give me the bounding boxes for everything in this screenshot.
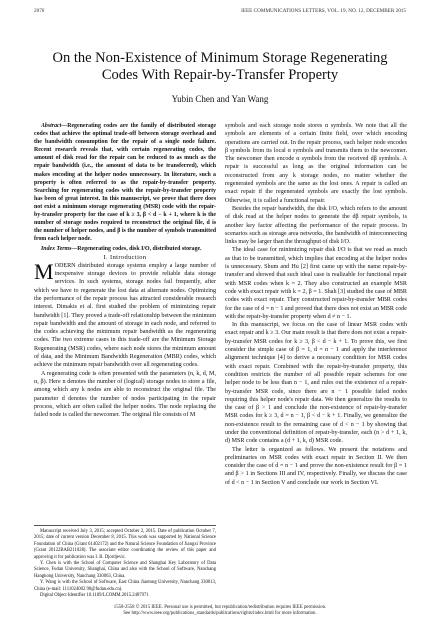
journal-info: IEEE COMMUNICATIONS LETTERS, VOL. 19, NO. 12, DECEMBER 2015 bbox=[241, 8, 406, 14]
running-header bbox=[34, 8, 406, 14]
right-column bbox=[225, 122, 407, 487]
abstract bbox=[34, 122, 216, 243]
footnote-author-1: Y. Chen is with the School of Computer Science and Shanghai Key Laboratory of Data Science, Fudan University, Shanghai, China and also with the School of Software, Nanchang Hangkong University, Nanchang 330063, China. bbox=[34, 561, 216, 579]
copyright-line-2: See http://www.ieee.org/publications_standards/publications/rights/index.html for more information. bbox=[123, 611, 317, 616]
right-paragraph-3: The ideal case for minimizing repair disk I/O is that we read as much as that to be transmitted, which implies that encoding at the helper nodes is unnecessary. Shum and Hu [2] first came up with the name repair-by-transfer and showed that such ideal case is realizable for functional repair with MSR codes when k = 2. They also constructed an example MSR code with exact repair with k = 2, β = 1. Shah [3] studied the case of MBR codes with exact repair. They constructed repair-by-transfer MBR codes for the case of d = n − 1 and proved that there does not exist an MBR code with the repair-by-transfer property when d ≠ n − 1. bbox=[225, 247, 407, 320]
footnotes bbox=[34, 525, 216, 599]
index-terms-text: —Regenerating codes, disk I/O, distributed storage. bbox=[71, 246, 202, 253]
section-heading: I. Introduction bbox=[103, 253, 147, 261]
footnote-author-2: Y. Wang is with the School of Software, East China Jiaotong University, Nanchang 330013, China (e-mail: 1111024002 90@fudan.edu.cn). bbox=[34, 580, 216, 592]
copyright-notice bbox=[34, 605, 406, 617]
intro-paragraph-1-text: ODERN distributed storage systems employ a large number of inexpensive storage devices to provide reliable data storage services. In such systems, storage nodes fail frequently, after which we have to regenerate the lost data at alternate nodes. Optimizing the performance of the repair process has attracted considerable research interest. Dimakis et al. first studied the problem of minimizing repair bandwidth [1]. They proved a trade-off relationship between the minimum repair bandwidth and the amount of storage in each node, and referred to the codes achieving the minimum repair bandwidth as the regenerating codes. The two extreme cases in this trade-off are the Minimum Storage Regenerating (MSR) codes, where each node stores the minimum amount of data, and the Minimum Bandwidth Regeneration (MBR) codes, which achieve the minimum repair bandwidth over all regenerating codes. bbox=[34, 262, 216, 369]
intro-paragraph-1 bbox=[34, 258, 216, 370]
intro-paragraph-2: A regenerating code is often presented with the parameters (n, k, d, M, α, β). Here n denotes the number of (logical) storage nodes to store a file, among which any k nodes are able to reconstruct the original file. The parameter d denotes the number of nodes participating in the repair process, which are often called the helper nodes. The node replacing the failed node is called the newcomer. The original file consists of M bbox=[34, 370, 216, 419]
index-terms-lead: Index Terms bbox=[41, 246, 72, 253]
left-column bbox=[34, 122, 216, 419]
copyright-line-1: 1558-2558 © 2015 IEEE. Personal use is permitted, but republication/redistribution requires IEEE permission. bbox=[113, 605, 327, 610]
right-paragraph-5: The letter is organized as follows. We present the notations and preliminaries on MSR codes with exact repair in Section II. We then consider the case of d = n − 1 and prove the non-existence result for β = 1 and β > 1 in Sections III and IV, respectively. Finally, we discuss the case of d < n − 1 in Section V and conclude our work in Section VI. bbox=[225, 446, 407, 486]
abstract-lead: Abstract bbox=[41, 123, 62, 129]
drop-cap: M bbox=[34, 258, 54, 284]
abstract-text: —Regenerating codes are the family of distributed storage codes that achieve the optimal trade-off between storage overhead and the bandwidth consumption for the repair of a single node failure. Recent research reveals that, with certain regenerating codes, the amount of disk read for the repair can be reduced to as much as the repair bandwidth (i.e., the amount of data to be transferred), which makes encoding at the helper nodes unnecessary. In literature, such a property is often referred to as the repair-by-transfer property. Searching for regenerating codes with the repair-by-transfer property has been of great interest. In this manuscript, we prove that there does not exist a minimum storage regenerating (MSR) code with the repair-by-transfer property for the case of k ≥ 3, β < d − k + 1, where k is the number of storage nodes required to reconstruct the original file, d is the number of helper nodes, and β is the number of symbols transmitted from each helper node. bbox=[34, 123, 216, 243]
index-terms bbox=[34, 245, 216, 253]
page-number: 2070 bbox=[34, 8, 45, 14]
right-paragraph-4: In this manuscript, we focus on the case of linear MSR codes with exact repair and k ≥ 3. Our main result is that there does not exist a repair-by-transfer MSR codes for k ≥ 3, β < d − k + 1. To prove this, we first consider the simple case of β = 1, d = n − 1 and apply the interference alignment technique [4] to derive a necessary condition for MSR codes with exact repair. Combined with the repair-by-transfer property, this condition restricts the number of all possible repair schemes for one helper node to be less than n − 1, and rules out the existence of a repair-by-transfer MSR code, since there are n − 1 possible failed nodes requiring this helper node's repair data. We then generalize the results to the case of β > 1 and conclude the non-existence of repair-by-transfer MSR codes for k ≥ 3, d = n − 1, β < d − k + 1. Finally, we generalize the non-existence result to the remaining case of d < n − 1 by showing that under the conventional definition of repair-by-transfer, each (n > d + 1, k, d) MSR code contains a (d + 1, k, d) MSR code. bbox=[225, 322, 407, 445]
right-paragraph-1: symbols and each storage node stores α symbols. We note that all the symbols are elements of a certain finite field, over which encoding operations are carried out. In the repair process, each helper node encodes β symbols from its local α symbols and transmits them to the newcomer. The newcomer then encode α symbols from the received dβ symbols. A repair is successful as long as the original information can be reconstructed from any k storage nodes, no matter whether the regenerated symbols are the same as the lost ones. A repair is called an exact repair if the regenerated symbols are exactly the lost symbols. Otherwise, it is called a functional repair. bbox=[225, 123, 407, 204]
footnote-doi: Digital Object Identifier 10.1109/LCOMM.2015.2487971 bbox=[40, 593, 149, 599]
footnote-manuscript: Manuscript received July 3, 2015; accepted October 2, 2015. Date of publication October 7, 2015; date of current version December 8, 2015. This work was supported by National Science Foundation of China (Grant 61402172) and the Natural Science Foundation of Jiangxi Province (Grant 20122BAB211028). The associate editor coordinating the review of this paper and approving it for publication was I. B. Djordjevic. bbox=[34, 529, 216, 560]
right-paragraph-2: Besides the repair bandwidth, the disk I/O, which refers to the amount of disk read at the helper nodes to generate the dβ repair symbols, is another key factor affecting the performance of the repair process. In scenarios such as storage area networks, the bandwidth of interconnecting links may be larger than the throughput of disk I/O. bbox=[225, 205, 407, 246]
paper-title: On the Non-Existence of Minimum Storage Regenerating Codes With Repair-by-Transfer Property bbox=[52, 50, 388, 83]
paper-authors: Yubin Chen and Yan Wang bbox=[171, 94, 269, 104]
